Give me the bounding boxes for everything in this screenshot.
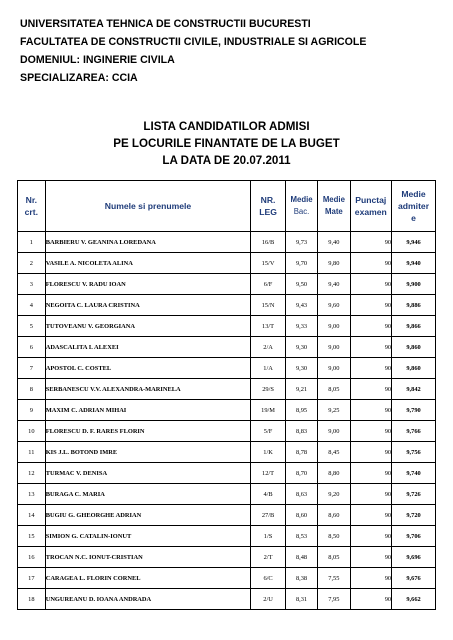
cell-name: FLORESCU V. RADU IOAN: [45, 274, 251, 295]
cell-name: TUTOVEANU V. GEORGIANA: [45, 316, 251, 337]
header-medie-admitere: [392, 181, 436, 232]
document-header: [20, 15, 366, 87]
cell-medie-admitere: 9,696: [392, 547, 436, 568]
cell-medie-admitere: 9,940: [392, 253, 436, 274]
header-nr-leg-line1: NR.: [260, 195, 276, 205]
cell-punctaj-examen: 90: [350, 547, 392, 568]
table-row: [18, 526, 436, 547]
cell-punctaj-examen: 90: [350, 484, 392, 505]
header-medie-admitere-line3: e: [411, 213, 416, 223]
cell-nr-leg: 2/A: [251, 337, 286, 358]
cell-name: FLORESCU D. F. RARES FLORIN: [45, 421, 251, 442]
cell-name: TROCAN N.C. IONUT-CRISTIAN: [45, 547, 251, 568]
university-name: UNIVERSITATEA TEHNICA DE CONSTRUCTII BUCURESTI: [20, 18, 311, 30]
domain-line: DOMENIUL: INGINERIE CIVILA: [20, 54, 175, 66]
cell-nr-crt: 4: [18, 295, 46, 316]
cell-medie-admitere: 9,740: [392, 463, 436, 484]
cell-medie-admitere: 9,726: [392, 484, 436, 505]
cell-nr-leg: 6/C: [251, 568, 286, 589]
cell-nr-leg: 15/V: [251, 253, 286, 274]
cell-nr-leg: 1/S: [251, 526, 286, 547]
cell-punctaj-examen: 90: [350, 589, 392, 610]
header-punctaj-line2: examen: [354, 207, 387, 217]
cell-nr-crt: 16: [18, 547, 46, 568]
cell-medie-mate: 9,40: [318, 232, 350, 253]
cell-medie-bac: 8,63: [285, 484, 317, 505]
cell-name: SERBANESCU V.V. ALEXANDRA-MARINELA: [45, 379, 251, 400]
cell-punctaj-examen: 90: [350, 295, 392, 316]
cell-medie-admitere: 9,842: [392, 379, 436, 400]
title-line-2: PE LOCURILE FINANTATE DE LA BUGET: [113, 137, 340, 150]
cell-punctaj-examen: 90: [350, 316, 392, 337]
header-nr-crt: [18, 181, 46, 232]
cell-medie-mate: 8,45: [318, 442, 350, 463]
cell-nr-crt: 5: [18, 316, 46, 337]
cell-name: VASILE A. NICOLETA ALINA: [45, 253, 251, 274]
cell-medie-bac: 9,21: [285, 379, 317, 400]
cell-medie-mate: 8,05: [318, 379, 350, 400]
header-medie-admitere-line1: Medie: [401, 189, 426, 199]
cell-punctaj-examen: 90: [350, 505, 392, 526]
cell-medie-admitere: 9,900: [392, 274, 436, 295]
header-medie-admitere-line2: admiter: [398, 201, 430, 211]
header-punctaj-line1: Punctaj: [355, 195, 387, 205]
title-line-1: LISTA CANDIDATILOR ADMISI: [143, 120, 310, 133]
cell-medie-bac: 8,70: [285, 463, 317, 484]
cell-punctaj-examen: 90: [350, 358, 392, 379]
cell-name: BURAGA C. MARIA: [45, 484, 251, 505]
cell-nr-leg: 2/U: [251, 589, 286, 610]
cell-medie-admitere: 9,662: [392, 589, 436, 610]
cell-punctaj-examen: 90: [350, 463, 392, 484]
cell-medie-bac: 9,30: [285, 358, 317, 379]
cell-medie-admitere: 9,720: [392, 505, 436, 526]
cell-medie-bac: 9,73: [285, 232, 317, 253]
cell-nr-leg: 27/B: [251, 505, 286, 526]
cell-medie-admitere: 9,946: [392, 232, 436, 253]
cell-medie-admitere: 9,766: [392, 421, 436, 442]
cell-medie-admitere: 9,860: [392, 337, 436, 358]
cell-medie-mate: 9,60: [318, 295, 350, 316]
cell-nr-leg: 5/F: [251, 421, 286, 442]
cell-name: CARAGEA L. FLORIN CORNEL: [45, 568, 251, 589]
header-nr-crt-line1: Nr.: [25, 195, 38, 205]
cell-medie-bac: 9,50: [285, 274, 317, 295]
table-body: [18, 232, 436, 610]
cell-nr-leg: 12/T: [251, 463, 286, 484]
cell-nr-leg: 2/T: [251, 547, 286, 568]
cell-nr-leg: 16/B: [251, 232, 286, 253]
cell-medie-mate: 9,80: [318, 253, 350, 274]
cell-nr-crt: 14: [18, 505, 46, 526]
header-medie-mate-line2: Mate: [324, 207, 343, 216]
title-line-3: LA DATA DE 20.07.2011: [162, 154, 291, 167]
cell-punctaj-examen: 90: [350, 379, 392, 400]
cell-nr-crt: 11: [18, 442, 46, 463]
header-medie-bac-line2: Bac.: [293, 207, 310, 216]
cell-nr-leg: 4/B: [251, 484, 286, 505]
cell-medie-mate: 7,95: [318, 589, 350, 610]
cell-medie-admitere: 9,860: [392, 358, 436, 379]
cell-medie-mate: 9,40: [318, 274, 350, 295]
table-row: [18, 421, 436, 442]
cell-medie-mate: 8,80: [318, 463, 350, 484]
cell-nr-leg: 1/K: [251, 442, 286, 463]
cell-punctaj-examen: 90: [350, 400, 392, 421]
cell-nr-crt: 2: [18, 253, 46, 274]
cell-medie-bac: 8,95: [285, 400, 317, 421]
cell-medie-admitere: 9,676: [392, 568, 436, 589]
cell-medie-bac: 8,53: [285, 526, 317, 547]
document-title: [0, 118, 453, 169]
cell-medie-bac: 8,31: [285, 589, 317, 610]
cell-name: APOSTOL C. COSTEL: [45, 358, 251, 379]
table-row: [18, 400, 436, 421]
cell-name: BUGIU G. GHEORGHE ADRIAN: [45, 505, 251, 526]
header-medie-bac: [285, 181, 317, 232]
cell-medie-mate: 9,20: [318, 484, 350, 505]
cell-name: NEGOITA C. LAURA CRISTINA: [45, 295, 251, 316]
cell-medie-mate: 9,00: [318, 421, 350, 442]
table-row: [18, 358, 436, 379]
table-row: [18, 505, 436, 526]
table-row: [18, 589, 436, 610]
cell-name: TURMAC V. DENISA: [45, 463, 251, 484]
table-row: [18, 316, 436, 337]
cell-nr-leg: 1/A: [251, 358, 286, 379]
cell-medie-mate: 8,50: [318, 526, 350, 547]
cell-punctaj-examen: 90: [350, 526, 392, 547]
cell-nr-crt: 13: [18, 484, 46, 505]
cell-punctaj-examen: 90: [350, 568, 392, 589]
cell-nr-crt: 12: [18, 463, 46, 484]
specialization-line: SPECIALIZAREA: CCIA: [20, 72, 138, 84]
header-nr-crt-line2: crt.: [24, 207, 39, 217]
cell-nr-leg: 29/S: [251, 379, 286, 400]
admitted-candidates-table: [17, 180, 436, 610]
cell-nr-crt: 6: [18, 337, 46, 358]
cell-punctaj-examen: 90: [350, 421, 392, 442]
cell-medie-mate: 9,00: [318, 358, 350, 379]
cell-medie-bac: 8,38: [285, 568, 317, 589]
header-nr-leg: [251, 181, 286, 232]
cell-nr-crt: 18: [18, 589, 46, 610]
table-row: [18, 463, 436, 484]
cell-nr-leg: 6/F: [251, 274, 286, 295]
table-row: [18, 379, 436, 400]
cell-nr-crt: 17: [18, 568, 46, 589]
cell-nr-crt: 9: [18, 400, 46, 421]
cell-nr-crt: 15: [18, 526, 46, 547]
cell-medie-bac: 9,30: [285, 337, 317, 358]
cell-nr-crt: 10: [18, 421, 46, 442]
cell-name: KIS J.L. BOTOND IMRE: [45, 442, 251, 463]
cell-punctaj-examen: 90: [350, 253, 392, 274]
cell-medie-mate: 9,25: [318, 400, 350, 421]
cell-medie-mate: 8,05: [318, 547, 350, 568]
cell-medie-mate: 9,00: [318, 316, 350, 337]
cell-medie-bac: 8,83: [285, 421, 317, 442]
cell-medie-admitere: 9,756: [392, 442, 436, 463]
cell-punctaj-examen: 90: [350, 337, 392, 358]
cell-nr-leg: 15/N: [251, 295, 286, 316]
table-row: [18, 295, 436, 316]
cell-nr-leg: 13/T: [251, 316, 286, 337]
header-medie-mate-line1: Medie: [322, 195, 345, 204]
cell-medie-bac: 9,33: [285, 316, 317, 337]
cell-name: SIMION G. CATALIN-IONUT: [45, 526, 251, 547]
header-medie-mate: [318, 181, 350, 232]
table-row: [18, 274, 436, 295]
cell-nr-crt: 1: [18, 232, 46, 253]
cell-medie-admitere: 9,866: [392, 316, 436, 337]
table-row: [18, 442, 436, 463]
table-row: [18, 253, 436, 274]
header-name: Numele si prenumele: [45, 181, 251, 232]
cell-medie-bac: 8,78: [285, 442, 317, 463]
cell-medie-bac: 8,60: [285, 505, 317, 526]
table-row: [18, 337, 436, 358]
cell-medie-mate: 9,00: [318, 337, 350, 358]
cell-medie-bac: 8,48: [285, 547, 317, 568]
cell-name: ADASCALITA I. ALEXEI: [45, 337, 251, 358]
cell-medie-bac: 9,43: [285, 295, 317, 316]
cell-punctaj-examen: 90: [350, 274, 392, 295]
faculty-name: FACULTATEA DE CONSTRUCTII CIVILE, INDUSTRIALE SI AGRICOLE: [20, 36, 367, 48]
cell-name: MAXIM C. ADRIAN MIHAI: [45, 400, 251, 421]
cell-medie-admitere: 9,706: [392, 526, 436, 547]
cell-medie-mate: 8,60: [318, 505, 350, 526]
table-row: [18, 547, 436, 568]
table-row: [18, 484, 436, 505]
cell-punctaj-examen: 90: [350, 442, 392, 463]
table-row: [18, 568, 436, 589]
table-header-row: [18, 181, 436, 232]
table-row: [18, 232, 436, 253]
cell-medie-admitere: 9,886: [392, 295, 436, 316]
cell-punctaj-examen: 90: [350, 232, 392, 253]
cell-name: BARBIERU V. GEANINA LOREDANA: [45, 232, 251, 253]
header-nr-leg-line2: LEG: [259, 207, 277, 217]
cell-nr-crt: 7: [18, 358, 46, 379]
header-medie-bac-line1: Medie: [290, 195, 313, 204]
cell-medie-admitere: 9,790: [392, 400, 436, 421]
cell-nr-crt: 3: [18, 274, 46, 295]
header-punctaj-examen: [350, 181, 392, 232]
cell-medie-mate: 7,55: [318, 568, 350, 589]
cell-medie-bac: 9,70: [285, 253, 317, 274]
cell-name: UNGUREANU D. IOANA ANDRADA: [45, 589, 251, 610]
cell-nr-leg: 19/M: [251, 400, 286, 421]
cell-nr-crt: 8: [18, 379, 46, 400]
